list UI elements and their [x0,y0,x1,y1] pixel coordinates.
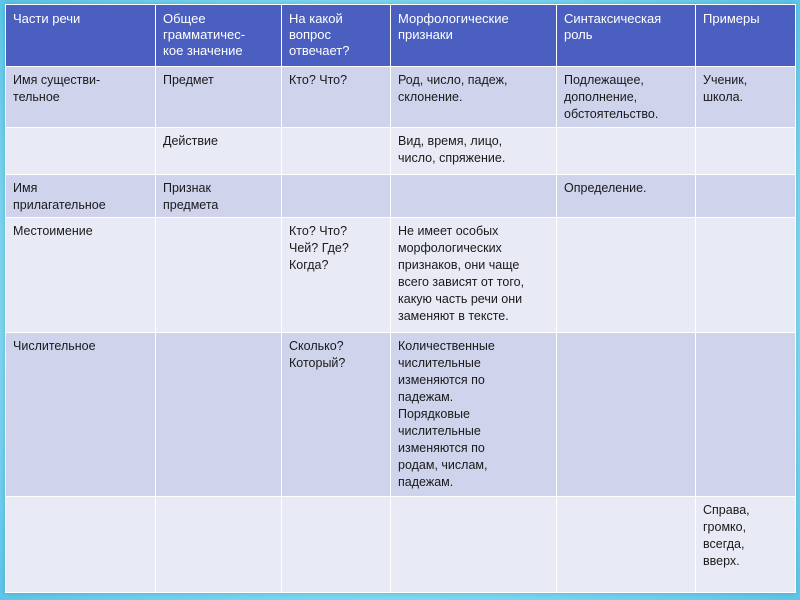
table-cell: Вид, время, лицо, число, спряжение. [391,128,557,175]
table-cell [282,497,391,593]
table-cell [156,218,282,333]
table-cell [282,175,391,218]
table-cell [156,333,282,497]
table-cell: Местоимение [6,218,156,333]
table-cell [557,218,696,333]
table-cell [6,128,156,175]
table-row [6,67,796,128]
table-cell: Числительное [6,333,156,497]
table-cell: Определение. [557,175,696,218]
header-syntactic-role: Синтаксическая роль [557,5,696,67]
table-cell: Ученик, школа. [696,67,796,128]
header-grammatical-meaning: Общее грамматичес- кое значение [156,5,282,67]
table-cell: Справа, громко, всегда, вверх. [696,497,796,593]
header-part-of-speech: Части речи [6,5,156,67]
table-cell: Предмет [156,67,282,128]
table-row [6,175,796,218]
table-cell: Род, число, падеж, склонение. [391,67,557,128]
table-cell [557,333,696,497]
table-cell: Имя прилагательное [6,175,156,218]
header-examples: Примеры [696,5,796,67]
header-question: На какой вопрос отвечает? [282,5,391,67]
table-cell [696,218,796,333]
parts-of-speech-table [5,4,796,593]
grammar-table-frame [5,4,795,593]
table-cell [156,497,282,593]
table-cell: Действие [156,128,282,175]
table-row [6,218,796,333]
table-cell [696,128,796,175]
table-row [6,497,796,593]
table-cell [696,333,796,497]
table-cell: Кто? Что? Чей? Где? Когда? [282,218,391,333]
table-cell: Подлежащее, дополнение, обстоятельство. [557,67,696,128]
table-cell [696,175,796,218]
header-row [6,5,796,67]
table-cell [282,128,391,175]
table-cell [6,497,156,593]
table-cell: Количественные числительные изменяются по падежам. Порядковые числительные изменяются по родам, числам, падежам. [391,333,557,497]
table-row [6,333,796,497]
table-cell [391,497,557,593]
table-cell [557,497,696,593]
table-cell: Сколько? Который? [282,333,391,497]
table-cell: Не имеет особых морфологических признаков, они чаще всего зависят от того, какую часть речи они заменяют в тексте. [391,218,557,333]
table-cell: Кто? Что? [282,67,391,128]
table-cell [391,175,557,218]
table-cell: Имя существи- тельное [6,67,156,128]
table-cell: Признак предмета [156,175,282,218]
table-row [6,128,796,175]
table-cell [557,128,696,175]
header-morphological-features: Морфологические признаки [391,5,557,67]
